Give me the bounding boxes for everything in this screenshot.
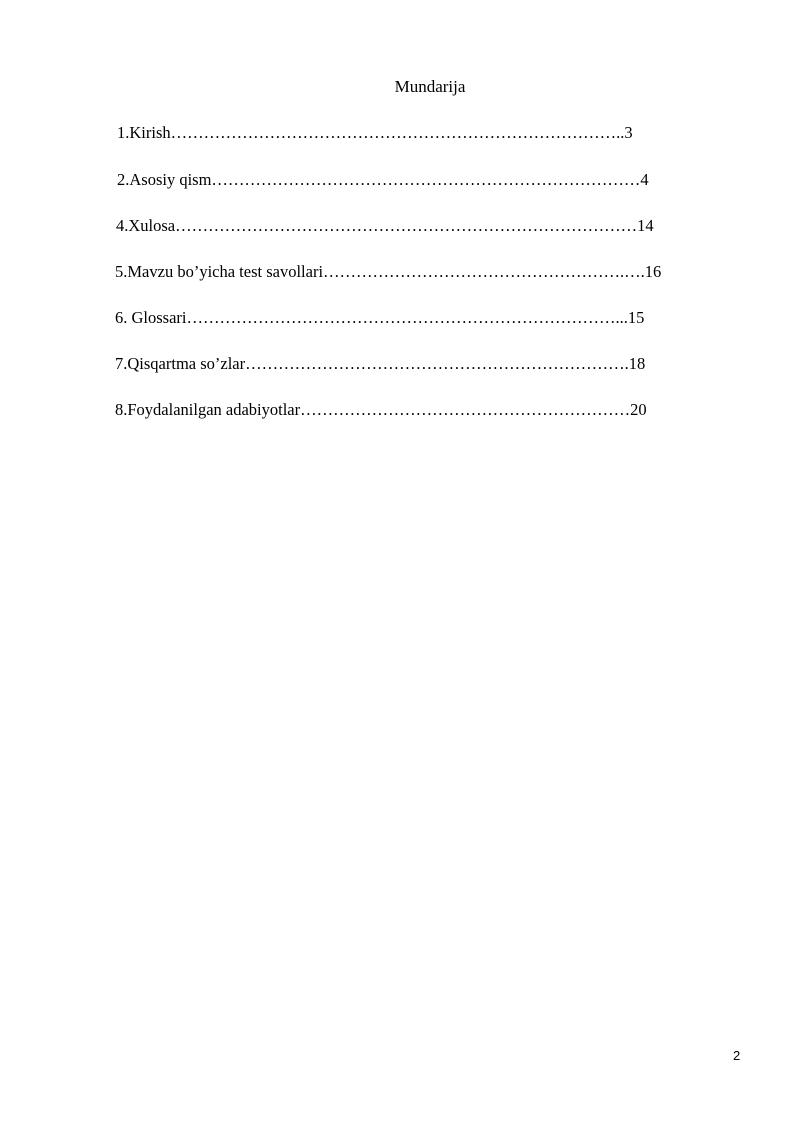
toc-item-asosiy-qism: 2.Asosiy qism……………………………………………………………………4 <box>117 170 649 189</box>
page-number: 2 <box>733 1048 741 1063</box>
toc-item-kirish: 1.Kirish………………………………………………………………………..3 <box>117 123 633 142</box>
page-title: Mundarija <box>394 77 466 96</box>
toc-item-foydalanilgan-adabiyotlar: 8.Foydalanilgan adabiyotlar……………………………………………………20 <box>115 400 647 419</box>
toc-item-xulosa: 4.Xulosa…………………………………………………………………………14 <box>116 216 654 235</box>
toc-item-qisqartma-sozlar: 7.Qisqartma so’zlar…………………………………………………………….18 <box>115 354 646 373</box>
toc-item-glossari: 6. Glossari……………………………………………………………………...15 <box>115 308 645 327</box>
toc-item-test-savollari: 5.Mavzu bo’yicha test savollari……………………………………………….….16 <box>115 262 662 281</box>
